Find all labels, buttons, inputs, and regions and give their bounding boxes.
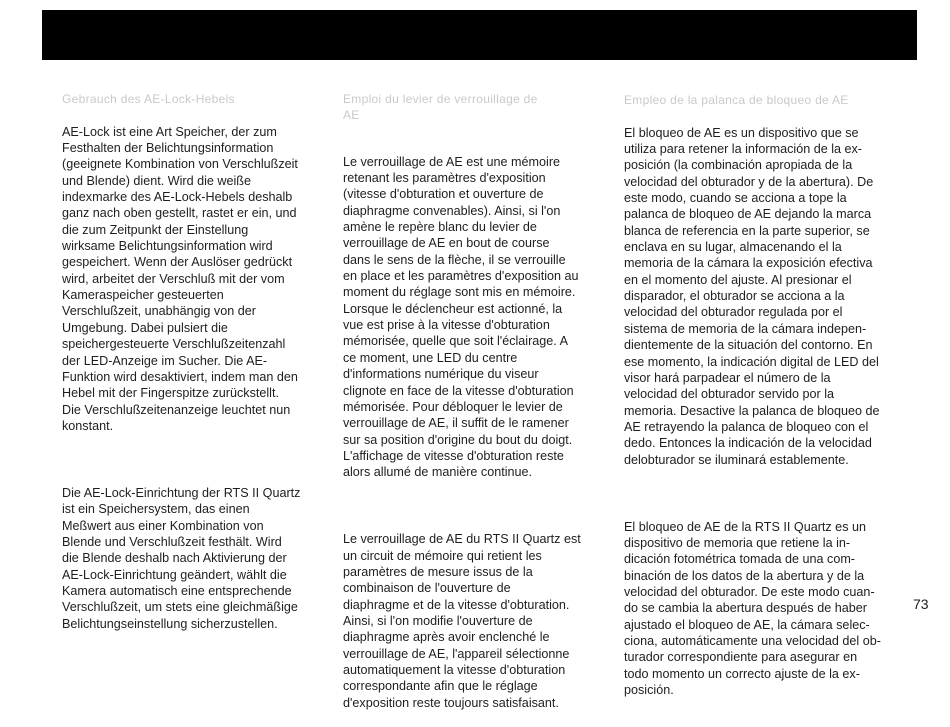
- spanish-paragraph-1: El bloqueo de AE es un dispositivo que se utiliza para retener la información de la ex- posición (la combinación apropiada de la velocidad del obturador y de la abertura). De este modo, cuando se acciona a tope la palanca de bloqueo de AE dejando la marca blanca de referencia en la parte superior, se enclava en su lugar, almacenando el la memoria de la cámara la exposición efectiva en el momento del ajuste. Al presionar el disparador, el obturador se acciona a la velocidad del obturador regulada por el sistema de memoria de la cámara indepen- dientemente de la situación del contorno. En ese momento, la indicación digital de LED del visor hará parpadear el número de la velocidad del obturador servido por la memoria. Desactive la palanca de bloqueo de AE retrayendo la palanca de bloqueo con el dedo. Entonces la indicación de la velocidad delobturador se iluminará establemente.: [624, 125, 880, 467]
- german-paragraph-2: Die AE-Lock-Einrichtung der RTS II Quartz ist ein Speichersystem, das einen Meßwert aus einer Kombination von Blende und Verschlußzeit festhält. Wird die Blende deshalb nach Aktivierung der AE-Lock-Einrichtung geändert, wählt die Kamera automatisch eine entsprechende Verschlußzeit, um stets eine gleichmäßige Belichtungseinstellung sicherzustellen.: [62, 485, 301, 631]
- header-banner: [42, 10, 917, 60]
- spanish-heading: Empleo de la palanca de bloqueo de AE: [624, 93, 849, 108]
- page-number: 73: [913, 596, 929, 612]
- french-heading: Emploi du levier de verrouillage de AE: [343, 92, 538, 123]
- spanish-paragraph-2: El bloqueo de AE de la RTS II Quartz es un dispositivo de memoria que retiene la in- dicación fotométrica tomada de una com- binación de los datos de la abertura y de la velocidad del obturador. De este modo cuan- do se cambia la abertura después de haber ajustado el bloqueo de AE, la cámara selec- ciona, automáticamente una velocidad del ob- turador correspondiente para asegurar en todo momento un correcto ajuste de la ex- posición.: [624, 519, 881, 698]
- french-paragraph-2: Le verrouillage de AE du RTS II Quartz est un circuit de mémoire qui retient les paramètres de mesure issus de la combinaison de l'ouverture de diaphragme et de la vitesse d'obturation. Ainsi, si l'on modifie l'ouverture de diaphragme après avoir enclenché le verrouillage de AE, l'appareil sélectionne automatiquement la vitesse d'obturation correspondante afin que le réglage d'exposition reste toujours satisfaisant.: [343, 532, 581, 710]
- spanish-column: [624, 76, 919, 715]
- french-paragraph-1: Le verrouillage de AE est une mémoire retenant les paramètres d'exposition (vitesse d'obturation et ouverture de diaphragme convenables). Ainsi, si l'on amène le repère blanc du levier de verrouillage de AE en bout de course dans le sens de la flèche, il se verrouille en place et les paramètres d'exposition au moment du réglage sont mis en mémoire. Lorsque le déclencheur est actionné, la vue est prise à la vitesse d'obturation mémorisée, quelle que soit l'éclairage. A ce moment, une LED du centre d'informations numérique du viseur clignote en face de la vitesse d'obturation mémorisée. Pour débloquer le levier de verrouillage de AE, il suffit de le ramener sur sa position d'origine du bout du doigt. L'affichage de vitesse d'obturation reste alors allumé de manière continue.: [343, 154, 579, 480]
- german-heading: Gebrauch des AE-Lock-Hebels: [62, 92, 235, 107]
- french-column: [343, 91, 618, 727]
- german-paragraph-1: AE-Lock ist eine Art Speicher, der zum Festhalten der Belichtungsinformation (geeignete Kombination von Verschlußzeit und Blende) dient. Wird die weiße indexmarke des AE-Lock-Hebels deshalb ganz nach oben gestellt, rastet er ein, und die zum Zeitpunkt der Einstellung wirksame Belichtungsinformation wird gespeichert. Wenn der Auslöser gedrückt wird, arbeitet der Verschluß mit der vom Kameraspeicher gesteuerten Verschlußzeit, unabhängig von der Umgebung. Dabei pulsiert die speichergesteuerte Verschlußzeitenzahl der LED-Anzeige im Sucher. Die AE- Funktion wird desaktiviert, indem man den Hebel mit der Fingerspitze zurückstellt. Die Verschlußzeitenanzeige leuchtet nun konstant.: [62, 124, 298, 433]
- german-column: [62, 91, 332, 648]
